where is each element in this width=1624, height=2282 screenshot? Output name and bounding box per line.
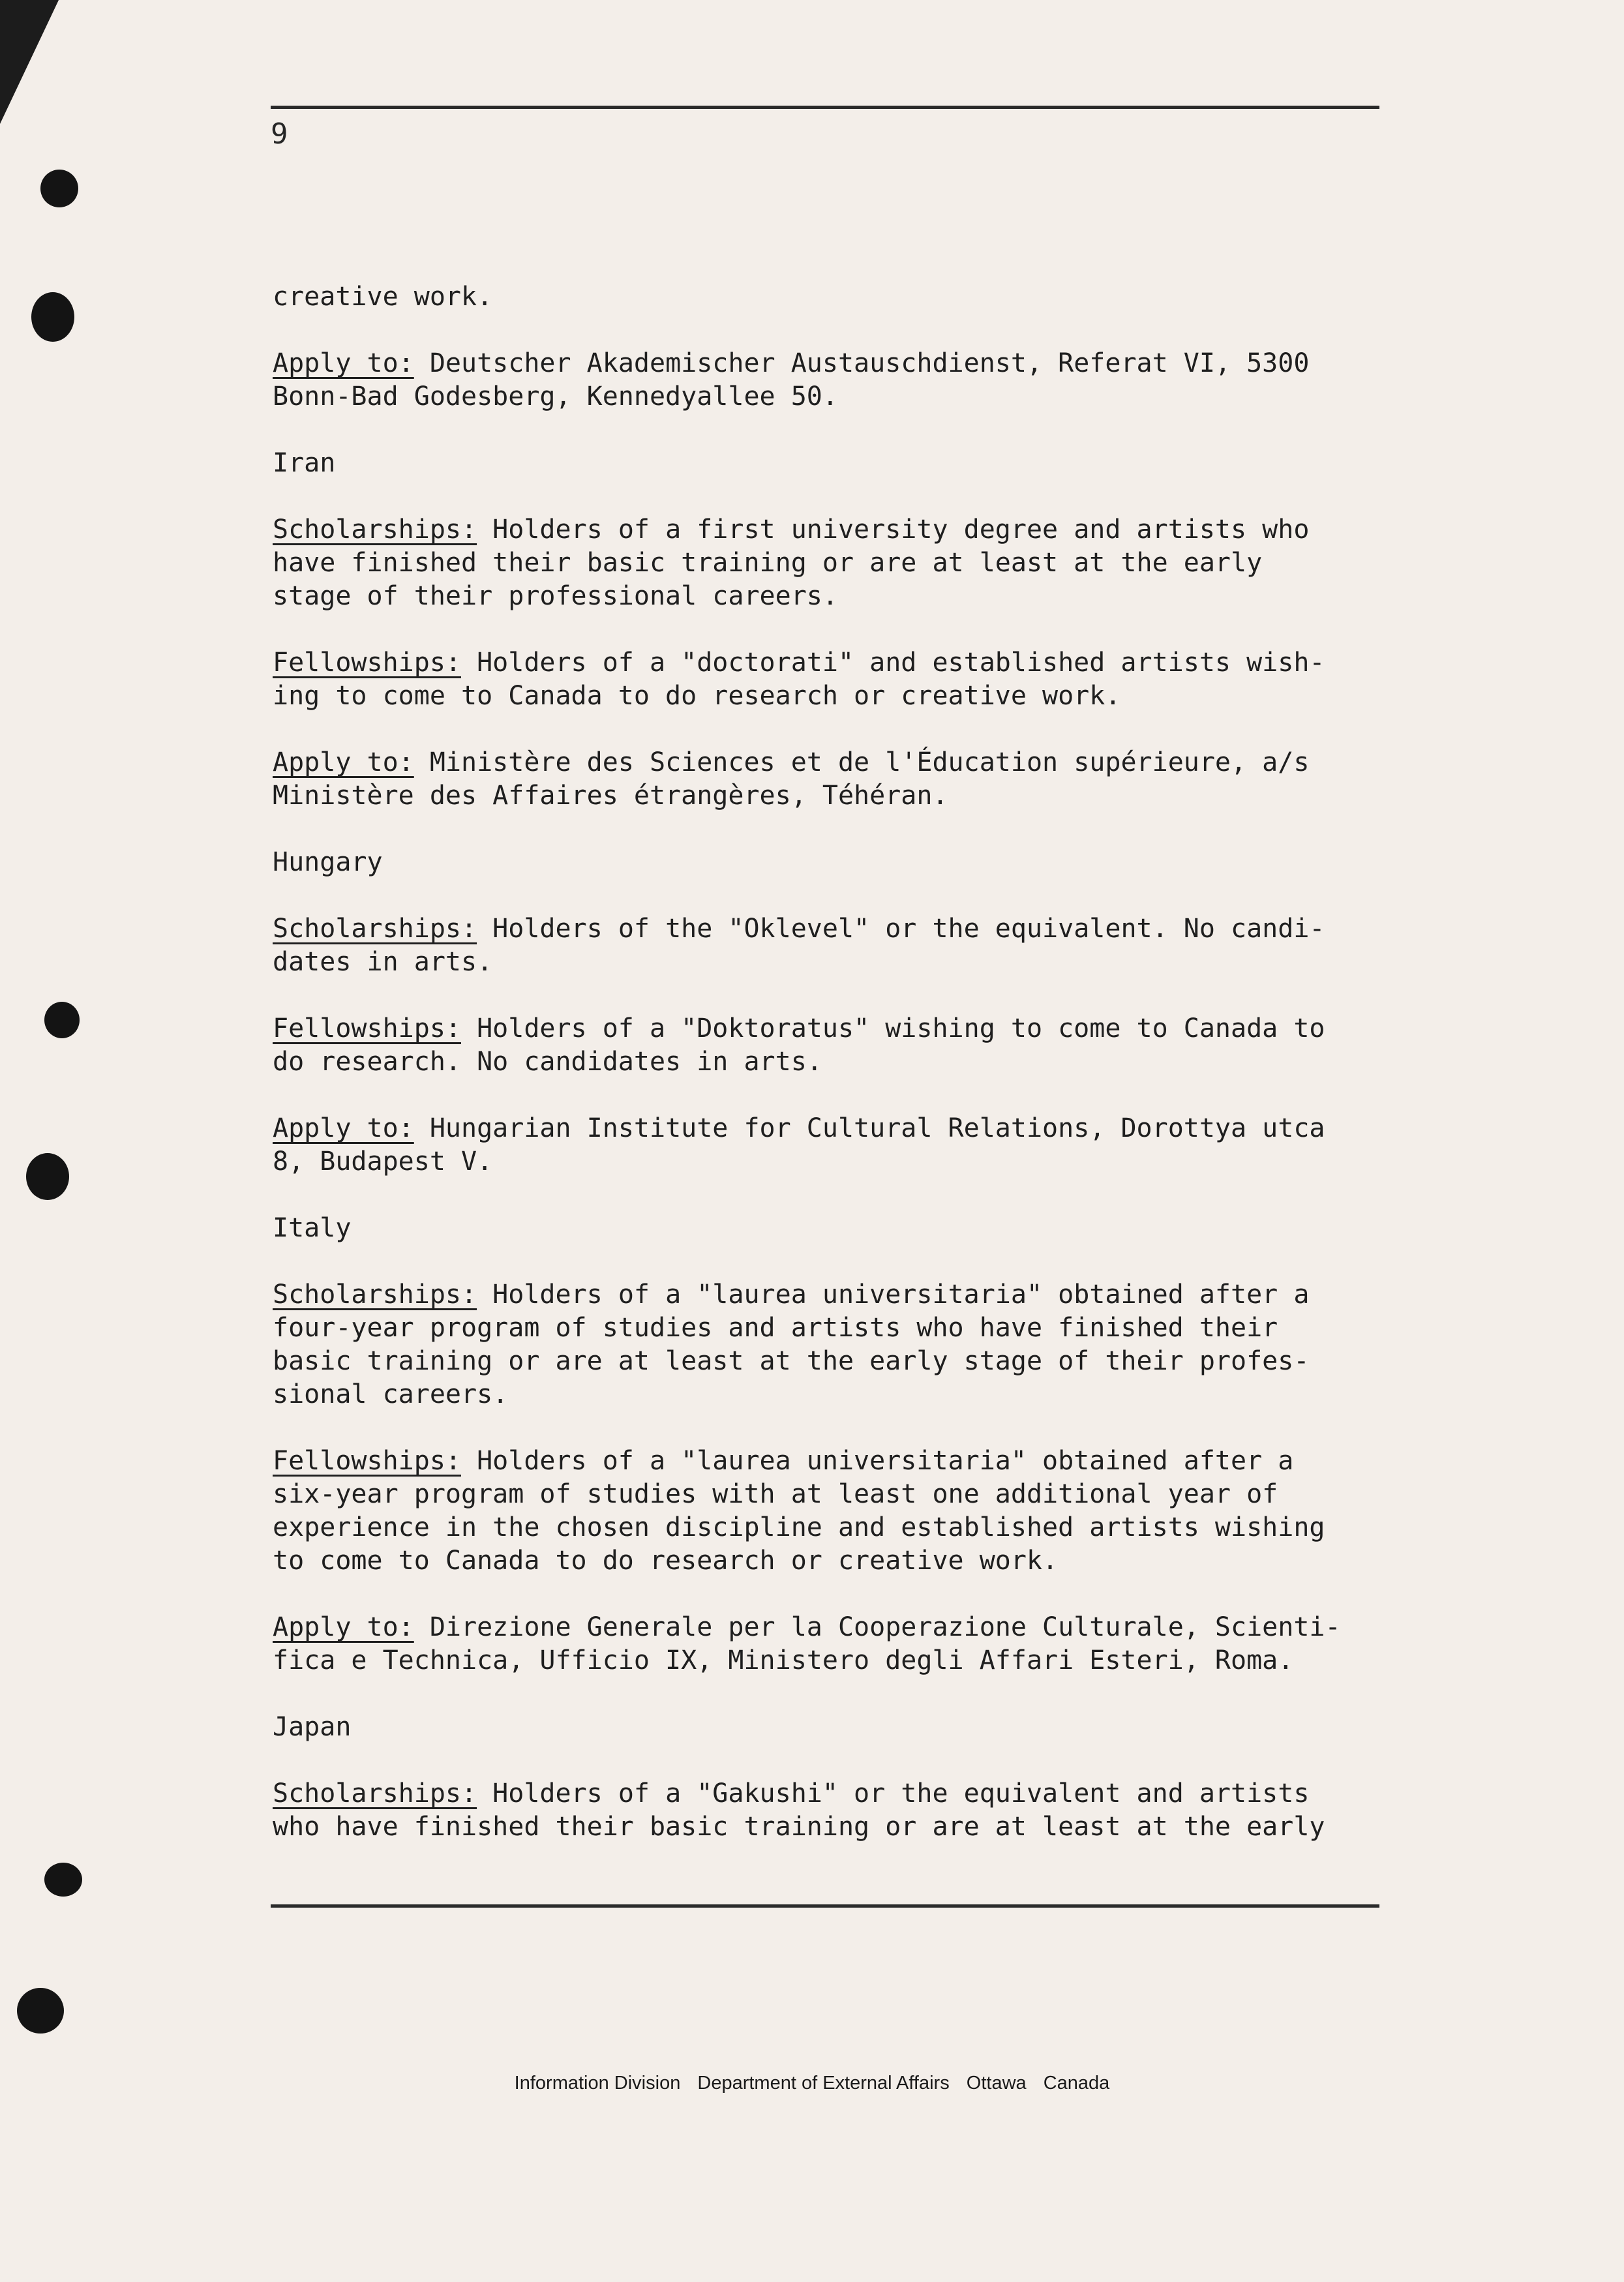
- bottom-rule: [271, 1904, 1379, 1908]
- torn-corner: [0, 0, 59, 124]
- body-text: [273, 280, 1434, 1877]
- footer-city: Ottawa: [966, 2073, 1027, 2094]
- country-heading: Japan: [273, 1712, 352, 1742]
- footer: [0, 2073, 1624, 2094]
- apply-label: Apply to:: [273, 1113, 414, 1143]
- fellowships-label: Fellowships:: [273, 1446, 461, 1476]
- paragraph-scholarships: [273, 513, 1434, 613]
- apply-text: Deutscher Akademischer Austauschdienst, Referat VI, 5300 Bonn-Bad Godesberg, Kennedyallee 50.: [273, 348, 1310, 412]
- paragraph: creative work.: [273, 282, 493, 312]
- punch-hole: [26, 1153, 69, 1200]
- scholarships-text: Holders of a first university degree and artists who have finished their basic training or are at least at the early stage of their professional careers.: [273, 515, 1310, 611]
- apply-text: Direzione Generale per la Cooperazione Culturale, Scienti- fica e Technica, Ufficio IX, Ministero degli Affari Esteri, Roma.: [273, 1612, 1341, 1675]
- country-heading: Italy: [273, 1213, 352, 1243]
- paragraph-fellowships: [273, 1012, 1434, 1079]
- apply-label: Apply to:: [273, 1612, 414, 1642]
- scholarships-label: Scholarships:: [273, 914, 477, 944]
- paragraph-fellowships: [273, 646, 1434, 713]
- footer-department: Department of External Affairs: [697, 2073, 950, 2094]
- fellowships-label: Fellowships:: [273, 648, 461, 678]
- footer-division: Information Division: [514, 2073, 681, 2094]
- fellowships-text: Holders of a "Doktoratus" wishing to come to Canada to do research. No candidates in arts.: [273, 1013, 1325, 1077]
- fellowships-text: Holders of a "doctorati" and established artists wish- ing to come to Canada to do research or creative work.: [273, 648, 1325, 711]
- top-rule: [271, 106, 1379, 109]
- page-number: 9: [271, 117, 288, 151]
- fellowships-label: Fellowships:: [273, 1013, 461, 1043]
- apply-label: Apply to:: [273, 348, 414, 378]
- apply-label: Apply to:: [273, 747, 414, 777]
- apply-text: Ministère des Sciences et de l'Éducation supérieure, a/s Ministère des Affaires étrangères, Téhéran.: [273, 747, 1310, 811]
- scholarships-label: Scholarships:: [273, 1779, 477, 1809]
- scholarships-text: Holders of a "Gakushi" or the equivalent and artists who have finished their basic training or are at least at the early: [273, 1779, 1325, 1842]
- paragraph-scholarships: [273, 912, 1434, 979]
- scholarships-text: Holders of the "Oklevel" or the equivalent. No candi- dates in arts.: [273, 914, 1325, 977]
- punch-hole: [44, 1863, 82, 1897]
- paragraph-apply: [273, 746, 1434, 813]
- fellowships-text: Holders of a "laurea universitaria" obtained after a six-year program of studies with at least one additional year of experience in the chosen discipline and established artists wishing to come to Canada to do research or creative work.: [273, 1446, 1325, 1576]
- footer-country: Canada: [1043, 2073, 1110, 2094]
- punch-hole: [40, 170, 78, 207]
- paragraph-fellowships: [273, 1445, 1434, 1578]
- punch-hole: [17, 1988, 64, 2034]
- apply-text: Hungarian Institute for Cultural Relations, Dorottya utca 8, Budapest V.: [273, 1113, 1325, 1177]
- scholarships-label: Scholarships:: [273, 1280, 477, 1310]
- punch-hole: [31, 292, 74, 342]
- paragraph-apply: [273, 347, 1434, 413]
- country-heading: Hungary: [273, 847, 383, 877]
- country-heading: Iran: [273, 448, 336, 478]
- paragraph-apply: [273, 1112, 1434, 1179]
- scholarships-label: Scholarships:: [273, 515, 477, 545]
- paragraph-scholarships: [273, 1777, 1434, 1844]
- punch-hole: [44, 1002, 80, 1038]
- paragraph-scholarships: [273, 1278, 1434, 1411]
- scholarships-text: Holders of a "laurea universitaria" obtained after a four-year program of studies and artists who have finished their basic training or are at least at the early stage of their profes- sional careers.: [273, 1280, 1310, 1409]
- paragraph-apply: [273, 1611, 1434, 1677]
